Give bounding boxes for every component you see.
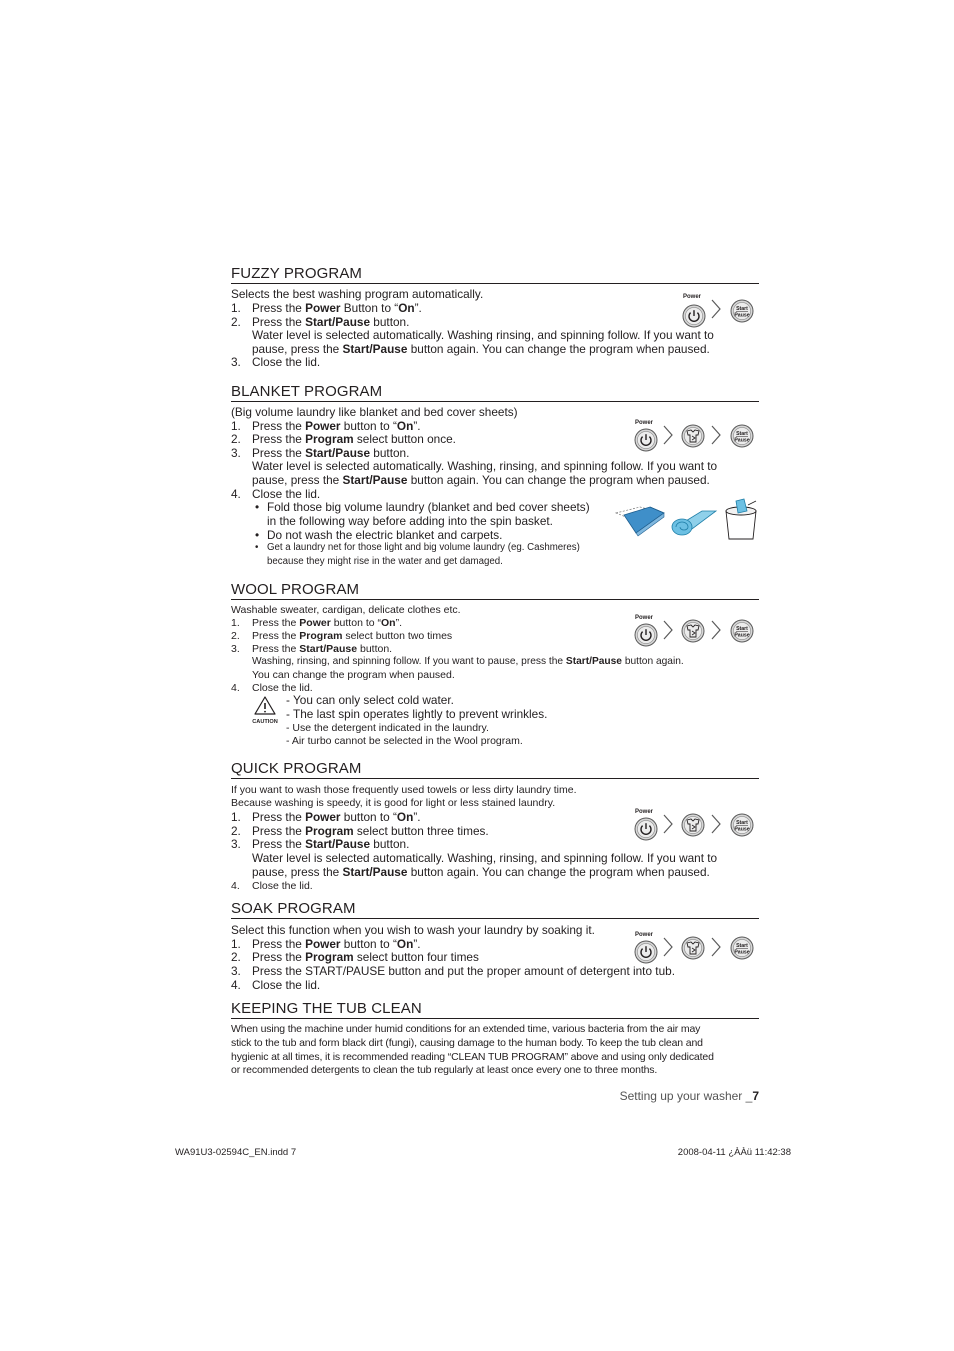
wool-step-2: Press the Program select button two times [252,630,453,642]
chevron-right-icon [664,815,672,833]
blanket-button-sequence [634,417,758,459]
step-number: 4. [231,487,241,501]
power-label: Power [683,294,702,300]
svg-text:Start: Start [736,820,748,826]
caution-block [250,694,284,726]
quick-step-4: Close the lid. [252,880,313,892]
blanket-program-title: BLANKET PROGRAM [231,385,759,402]
soak-step-3: Press the START/PAUSE button and put the proper amount of detergent into tub. [252,964,675,978]
step-number: 4. [231,978,241,992]
tub-clean-line-2: stick to the tub and form black dirt (fungi), causing damage to the human body. To keep the tub clean and [231,1037,703,1049]
soak-step-4: Close the lid. [252,978,321,992]
power-label: Power [635,809,654,815]
print-slug-file: WA91U3-02594C_EN.indd 7 [175,1147,297,1158]
step-number: 3. [231,837,241,851]
step-number: 2. [231,630,240,642]
wool-caution-2: - The last spin operates lightly to prevent wrinkles. [286,707,548,721]
power-label: Power [635,615,654,621]
fuzzy-step-3: Close the lid. [252,355,321,369]
blanket-intro: (Big volume laundry like blanket and bed cover sheets) [231,405,518,419]
print-slug-date: 2008-04-11 ¿ÀÀü 11:42:38 [677,1147,791,1158]
chevron-right-icon [712,815,720,833]
wool-step-1: Press the Power button to “On”. [252,617,403,629]
quick-step-3-detail-2: pause, press the Start/Pause button again. You can change the program when paused. [252,865,710,879]
wool-caution-3: - Use the detergent indicated in the laundry. [286,722,489,734]
quick-button-sequence [634,806,758,848]
start-pause-button-icon [731,620,753,642]
power-button-icon [635,941,657,963]
wool-step-3-detail: Washing, rinsing, and spinning follow. If you want to pause, press the Start/Pause button again. [252,656,684,667]
step-number: 1. [231,617,240,629]
chevron-right-icon [712,426,720,444]
footer-section-label: Setting up your washer _ [619,1089,753,1103]
page-footer [620,1089,759,1103]
blanket-bullet-3-cont: because they might rise in the water and get damaged. [267,556,503,567]
chevron-right-icon [664,426,672,444]
step-number: 3. [231,643,240,655]
soak-button-sequence [634,929,758,971]
program-button-icon [682,814,704,836]
wool-caution-4: - Air turbo cannot be selected in the Wool program. [286,735,523,747]
fuzzy-step-2-detail-2: pause, press the Start/Pause button again. You can change the program when paused. [252,342,710,356]
chevron-right-icon [712,621,720,639]
quick-step-3-detail: Water level is selected automatically. Washing, rinsing, and spinning follow. If you want to [252,851,718,865]
quick-step-1: Press the Power button to “On”. [252,810,421,824]
fuzzy-intro: Selects the best washing program automatically. [231,287,484,301]
program-button-icon [682,620,704,642]
wool-caution-1: - You can only select cold water. [286,693,454,707]
soak-step-1: Press the Power button to “On”. [252,937,421,951]
start-pause-button-icon [731,425,753,447]
svg-text:Pause: Pause [734,949,750,956]
step-number: 1. [231,301,241,315]
svg-text:Pause: Pause [734,437,750,444]
step-number: 2. [231,950,241,964]
fuzzy-program-title: FUZZY PROGRAM [231,267,759,284]
program-button-icon [682,425,704,447]
wool-program-title: WOOL PROGRAM [231,583,759,600]
step-number: 4. [231,682,240,694]
tub-clean-line-3: hygienic at all times, it is recommended reading “CLEAN TUB PROGRAM” above and using only dedicated [231,1051,714,1063]
tub-clean-title: KEEPING THE TUB CLEAN [231,1002,759,1019]
quick-program-title: QUICK PROGRAM [231,762,759,779]
soak-step-2: Press the Program select button four times [252,950,479,964]
page-number: 7 [752,1089,759,1103]
blanket-step-3: Press the Start/Pause button. [252,446,410,460]
chevron-right-icon [712,300,720,318]
washer-tub-icon [726,499,756,539]
quick-intro-1: If you want to wash those frequently used towels or less dirty laundry time. [231,784,577,796]
program-button-icon [682,937,704,959]
svg-text:Start: Start [736,431,748,437]
tub-clean-line-1: When using the machine under humid conditions for an extended time, various bacteria from the air may [231,1023,701,1035]
power-button-icon [635,818,657,840]
start-pause-button-icon [731,300,753,322]
power-label: Power [635,420,654,426]
quick-intro-2: Because washing is speedy, it is good for light or less stained laundry. [231,797,556,809]
soak-program-title: SOAK PROGRAM [231,902,759,919]
fuzzy-step-2-detail: Water level is selected automatically. Washing rinsing, and spinning follow. If you want to [252,328,714,342]
bullet: • [255,528,260,542]
chevron-right-icon [712,938,720,956]
start-pause-button-icon [731,814,753,836]
step-number: 3. [231,355,241,369]
bullet: • [255,542,259,553]
start-pause-button-icon [731,937,753,959]
blanket-bullet-3: Get a laundry net for those light and big volume laundry (eg. Cashmeres) [267,542,580,553]
blanket-bullet-1-cont: in the following way before adding into the spin basket. [267,514,553,528]
blanket-step-3-detail: Water level is selected automatically. Washing, rinsing, and spinning follow. If you want to [252,459,718,473]
svg-text:Start: Start [736,626,748,632]
rolled-blanket-icon [672,511,716,535]
quick-step-3: Press the Start/Pause button. [252,837,410,851]
tub-clean-line-4: or recommended detergents to clean the tub regularly at least once every one to three months. [231,1064,658,1076]
svg-text:Start: Start [736,943,748,949]
fuzzy-step-1: Press the Power Button to “On”. [252,301,422,315]
fuzzy-step-2: Press the Start/Pause button. [252,315,410,329]
step-number: 1. [231,419,241,433]
step-number: 3. [231,964,241,978]
soak-intro: Select this function when you wish to wash your laundry by soaking it. [231,923,595,937]
svg-text:Pause: Pause [734,632,750,639]
svg-text:Pause: Pause [734,826,750,833]
step-number: 2. [231,824,241,838]
step-number: 1. [231,937,241,951]
blanket-step-1: Press the Power button to “On”. [252,419,421,433]
quick-step-2: Press the Program select button three times. [252,824,489,838]
step-number: 2. [231,315,241,329]
wool-intro: Washable sweater, cardigan, delicate clothes etc. [231,604,461,616]
power-button-icon [635,429,657,451]
power-label: Power [635,932,654,938]
fuzzy-button-sequence [682,291,758,333]
step-number: 3. [231,446,241,460]
blanket-step-2: Press the Program select button once. [252,432,456,446]
svg-text:Pause: Pause [734,312,750,319]
bullet: • [255,500,260,514]
blanket-bullet-1: Fold those big volume laundry (blanket and bed cover sheets) [267,500,590,514]
blanket-step-3-detail-2: pause, press the Start/Pause button again. You can change the program when paused. [252,473,710,487]
wool-step-3: Press the Start/Pause button. [252,643,393,655]
step-number: 2. [231,432,241,446]
blanket-bullet-2: Do not wash the electric blanket and carpets. [267,528,503,542]
chevron-right-icon [664,621,672,639]
power-button-icon [635,624,657,646]
step-number: 1. [231,810,241,824]
caution-label: CAUTION [252,719,278,725]
wool-button-sequence [634,612,758,654]
blanket-step-4: Close the lid. [252,487,321,501]
chevron-right-icon [664,938,672,956]
step-number: 4. [231,880,240,892]
svg-text:Start: Start [736,306,748,312]
wool-step-3-detail-2: You can change the program when paused. [252,669,455,681]
folded-blanket-icon [616,507,664,536]
caution-warning-icon [255,697,275,714]
wool-step-4: Close the lid. [252,682,313,694]
power-button-icon [683,305,705,327]
blanket-folding-illustration [610,497,760,541]
